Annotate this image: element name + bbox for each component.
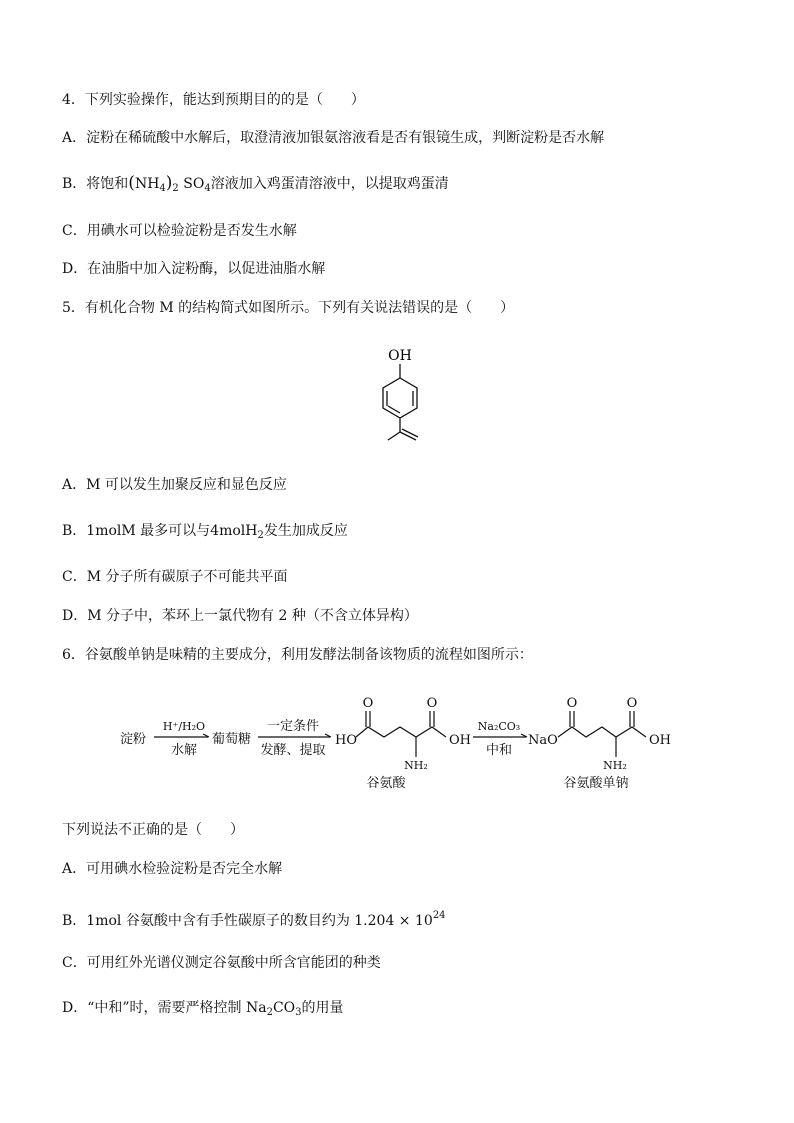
glu-name: 谷氨酸 [366,776,406,791]
msg-oh-label: OH [649,733,671,748]
q6-option-c: C．可用红外光谱仪测定谷氨酸中所含官能团的种类 [62,955,381,971]
q4-option-b-sub4b: 4 [204,183,211,194]
flow-step3-bottom: 中和 [485,743,513,758]
q5-stem: 5．有机化合物 M 的结构简式如图所示。下列有关说法错误的是（ ） [62,300,515,316]
flow-step1-top: H⁺/H₂O [162,720,206,733]
flow-step3-top: Na₂CO₃ [477,720,521,733]
q6-option-b [62,906,446,931]
q5-option-b-post: 发生加成反应 [263,523,348,539]
glu-ho-label: HO [335,733,357,748]
q5-option-c: C．M 分子所有碳原子不可能共平面 [62,569,288,585]
msg-name: 谷氨酸单钠 [563,776,629,791]
flow-starch: 淀粉 [120,732,147,747]
q6-option-b-sup: 24 [432,910,446,921]
glu-nh2-label: NH₂ [404,759,428,772]
q4-option-a: A．淀粉在稀硫酸中水解后，取澄清液加银氨溶液看是否有银镜生成，判断淀粉是否水解 [62,130,605,146]
glu-oh-label: OH [449,733,471,748]
q5-option-b-sub: 2 [257,530,264,541]
q5-option-b-pre: B．1molM 最多可以与4molH [62,523,258,539]
q4-stem: 4．下列实验操作，能达到预期目的的是（ ） [62,92,365,108]
q6-option-d [62,998,344,1023]
q6-option-d-mid: CO [272,1000,296,1016]
flow-step1-bottom: 水解 [170,743,198,758]
flow-glucose: 葡萄糖 [212,732,252,747]
q6-stem: 6．谷氨酸单钠是味精的主要成分，利用发酵法制备该物质的流程如图所示： [62,647,533,663]
q4-option-d: D．在油脂中加入淀粉酶，以促进油脂水解 [62,261,326,277]
msg-skeleton-icon [558,727,646,737]
q5-option-a: A．M 可以发生加聚反应和显色反应 [62,477,287,493]
q6-option-d-post: 的用量 [301,1000,344,1016]
q4-option-b-so: SO [183,176,205,192]
structure-m-diagram [350,340,450,452]
q4-option-b-sub2: 2 [172,183,179,194]
q5-option-d: D．M 分子中，苯环上一氯代物有 2 种（不含立体异构） [62,608,418,624]
msg-o2-label: O [626,696,638,711]
q4-option-b-nh: NH [134,176,160,192]
flow-step2-top: 一定条件 [266,719,320,734]
glu-o2-label: O [426,696,438,711]
q4-option-b-sub4: 4 [159,183,166,194]
q6-option-b-pre: B．1mol 谷氨酸中含有手性碳原子的数目约为 1.204 × 10 [62,913,433,929]
q4-option-c: C．用碘水可以检验淀粉是否发生水解 [62,223,297,239]
glutamate-flow-diagram [118,692,678,798]
q6-prompt: 下列说法不正确的是（ ） [62,822,244,838]
q5-option-b [62,521,348,546]
q4-option-b [62,173,449,199]
q6-option-d-pre: D．“中和”时，需要严格控制 Na [62,1000,267,1016]
paren-close-icon: ) [165,173,173,193]
glu-skeleton-icon [356,727,446,737]
msg-nh2-label: NH₂ [603,759,627,772]
flow-step2-bottom: 发酵、提取 [260,743,326,758]
msg-o1-label: O [566,696,578,711]
q6-option-d-sub1: 2 [266,1007,273,1018]
glu-o1-label: O [362,696,374,711]
q6-option-d-sub2: 3 [295,1007,302,1018]
paren-open-icon: ( [128,173,135,193]
q4-option-b-post: 溶液加入鸡蛋清溶液中，以提取鸡蛋清 [210,176,449,192]
q6-option-a: A．可用碘水检验淀粉是否完全水解 [62,861,283,877]
q4-option-b-pre: B．将饱和 [62,176,129,192]
structure-m-oh-label: OH [388,348,412,364]
msg-nao-label: NaO [528,733,558,748]
